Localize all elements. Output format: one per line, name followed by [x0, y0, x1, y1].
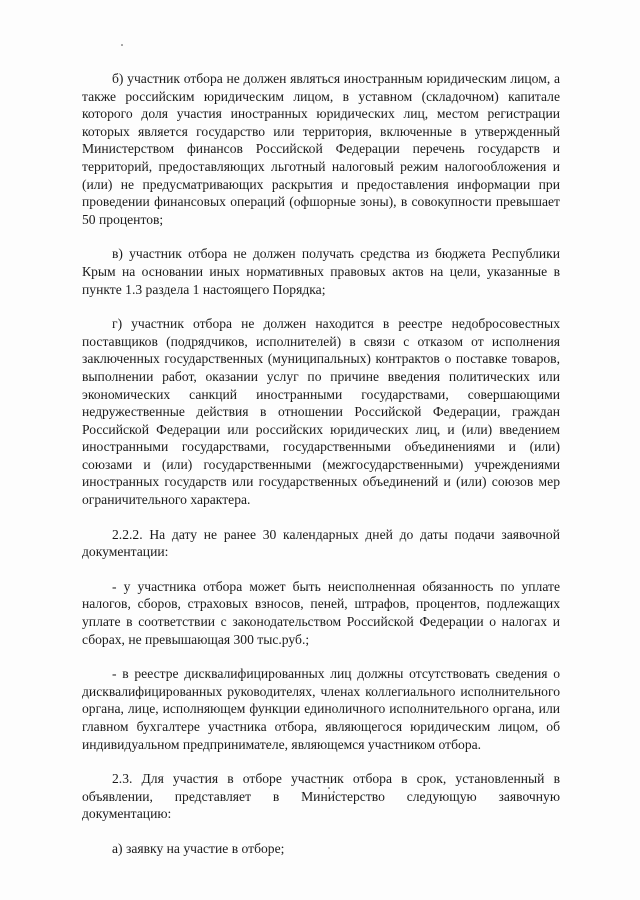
paragraph-v: в) участник отбора не должен получать средства из бюджета Республики Крым на основании иных нормативных правовых актов на цели, указанные в пункте 1.3 раздела 1 настоящего Порядка;	[82, 246, 560, 297]
paragraph-disqualified-registry: - в реестре дисквалифицированных лиц должны отсутствовать сведения о дисквалифицированных руководителях, членах коллегиального исполнительного органа, лице, исполняющем функции единоличного исполнительного органа, или главном бухгалтере участника отбора, являющегося юридическим лицом, об индивидуальном предпринимателе, являющемся участником отбора.	[82, 666, 560, 752]
paragraph-a-application: а) заявку на участие в отборе;	[112, 840, 285, 856]
paragraph-b: б) участник отбора не должен являться иностранным юридическим лицом, а также российским юридическим лицом, в уставном (складочном) капитале которого доля участия иностранных юридических лиц, местом регистрации которых является государство или территория, включенные в утвержденный Министерством финансов Российской Федерации перечень государств и территорий, предоставляющих льготный налоговый режим налогообложения и (или) не предусматривающих раскрытия и предоставления информации при проведении финансовых операций (офшорные зоны), в совокупности превышает 50 процентов;	[82, 71, 560, 227]
paragraph-g: г) участник отбора не должен находится в реестре недобросовестных поставщиков (подрядчиков, исполнителей) в связи с отказом от исполнения заключенных государственных (муниципальных) контрактов о поставке товаров, выполнении работ, оказании услуг по причине введения политических или экономических санкций иностранными государствами, совершающими недружественные действия в отношении Российской Федерации, граждан Российской Федерации или российских юридических лиц, и (или) введением иностранными государствами, государственными объединениями и (или) союзами и (или) государственными (межгосударственными) учреждениями иностранных государств или государственных объединений и (или) союзов мер ограничительного характера.	[82, 316, 560, 508]
paragraph-2-3: 2.3. Для участия в отборе участник отбора в срок, установленный в объявлении, представляет в Министерство следующую заявочную документацию:	[82, 771, 560, 822]
scan-speck	[121, 44, 123, 46]
paragraph-tax-debt: - у участника отбора может быть неисполненная обязанность по уплате налогов, сборов, страховых взносов, пеней, штрафов, процентов, подлежащих уплате в соответствии с законодательством Российской Федерации о налогах и сборах, не превышающая 300 тыс.руб.;	[82, 578, 560, 647]
document-body	[82, 70, 560, 875]
paragraph-2-2-2: 2.2.2. На дату не ранее 30 календарных дней до даты подачи заявочной документации:	[82, 526, 560, 560]
